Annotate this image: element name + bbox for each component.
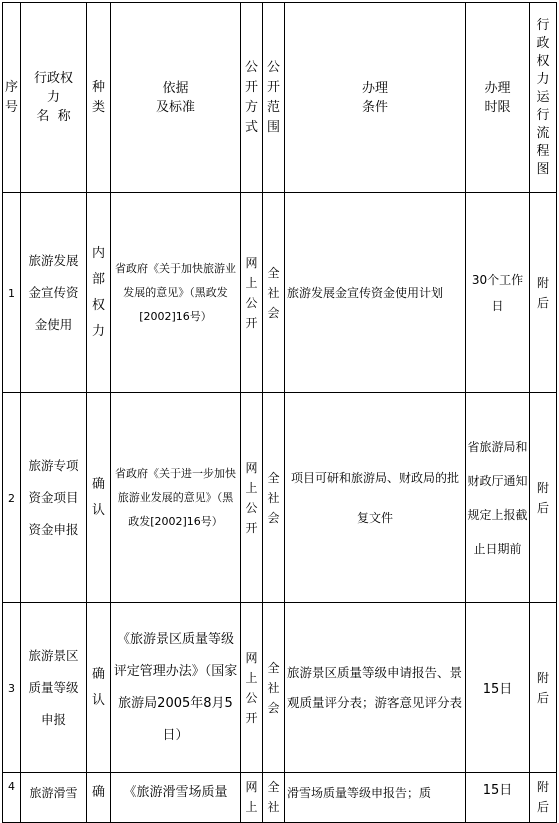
row-scope: 全社: [263, 773, 285, 823]
row-flow: 附后: [530, 603, 557, 773]
row-flow: 附后: [530, 393, 557, 603]
row-conditions: 滑雪场质量等级申报告；质: [285, 773, 466, 823]
row-scope: 全社会: [263, 193, 285, 393]
header-method: 公开方式: [241, 3, 263, 193]
header-time-line2: 时限: [484, 99, 511, 115]
row-method: 网上公开: [241, 193, 263, 393]
row-name: 旅游景区质量等级申报: [21, 603, 87, 773]
row-conditions: 项目可研和旅游局、财政局的批复文件: [285, 393, 466, 603]
header-basis-line1: 依据: [162, 80, 189, 96]
row-seq: 1: [3, 193, 21, 393]
row-time-limit: 15日: [466, 773, 530, 823]
table-row: [3, 773, 557, 823]
row-kind: 确认: [87, 603, 111, 773]
row-kind: 内部权力: [87, 193, 111, 393]
table-row: [3, 393, 557, 603]
row-basis: 省政府《关于加快旅游业发展的意见》（黑政发[2002]16号）: [111, 193, 241, 393]
header-time-line1: 办理: [484, 80, 511, 96]
header-name-line1: 行政权: [33, 71, 73, 86]
row-seq: 2: [3, 393, 21, 603]
header-name-line2: 力: [46, 90, 60, 105]
header-name: [21, 3, 87, 193]
row-method: 网上公开: [241, 603, 263, 773]
row-name: 旅游专项资金项目资金申报: [21, 393, 87, 603]
row-name: 旅游发展金宣传资金使用: [21, 193, 87, 393]
row-time-limit: 省旅游局和财政厅通知规定上报截止日期前: [466, 393, 530, 603]
header-scope: 公开范围: [263, 3, 285, 193]
header-row: [3, 3, 557, 193]
header-name-line3: 名 称: [36, 109, 71, 124]
row-scope: 全社会: [263, 603, 285, 773]
row-conditions: 旅游发展金宣传资金使用计划: [285, 193, 466, 393]
table-row: [3, 193, 557, 393]
row-kind: 确认: [87, 393, 111, 603]
header-flow: 行政权力运行流程图: [530, 3, 557, 193]
row-flow: 附后: [530, 193, 557, 393]
header-time-limit: [466, 3, 530, 193]
table-row: [3, 603, 557, 773]
row-method: 网上公开: [241, 393, 263, 603]
row-conditions: 旅游景区质量等级申请报告、景观质量评分表；游客意见评分表: [285, 603, 466, 773]
header-conditions-line2: 条件: [361, 99, 388, 115]
row-flow: 附后: [530, 773, 557, 823]
row-name: 旅游滑雪: [21, 773, 87, 823]
row-seq: 4: [3, 773, 21, 823]
row-time-limit: 15日: [466, 603, 530, 773]
row-method: 网上: [241, 773, 263, 823]
row-scope: 全社会: [263, 393, 285, 603]
header-basis: [111, 3, 241, 193]
header-seq: 序号: [3, 3, 21, 193]
row-basis: 《旅游滑雪场质量: [111, 773, 241, 823]
header-kind: 种类: [87, 3, 111, 193]
row-kind: 确: [87, 773, 111, 823]
admin-power-table: [2, 2, 557, 823]
header-conditions: [285, 3, 466, 193]
row-basis: 《旅游景区质量等级评定管理办法》（国家旅游局2005年8月5日）: [111, 603, 241, 773]
header-conditions-line1: 办理: [361, 80, 388, 96]
row-seq: 3: [3, 603, 21, 773]
header-basis-line2: 及标准: [155, 99, 195, 115]
row-basis: 省政府《关于进一步加快旅游业发展的意见》（黑政发[2002]16号）: [111, 393, 241, 603]
row-time-limit: 30个工作日: [466, 193, 530, 393]
